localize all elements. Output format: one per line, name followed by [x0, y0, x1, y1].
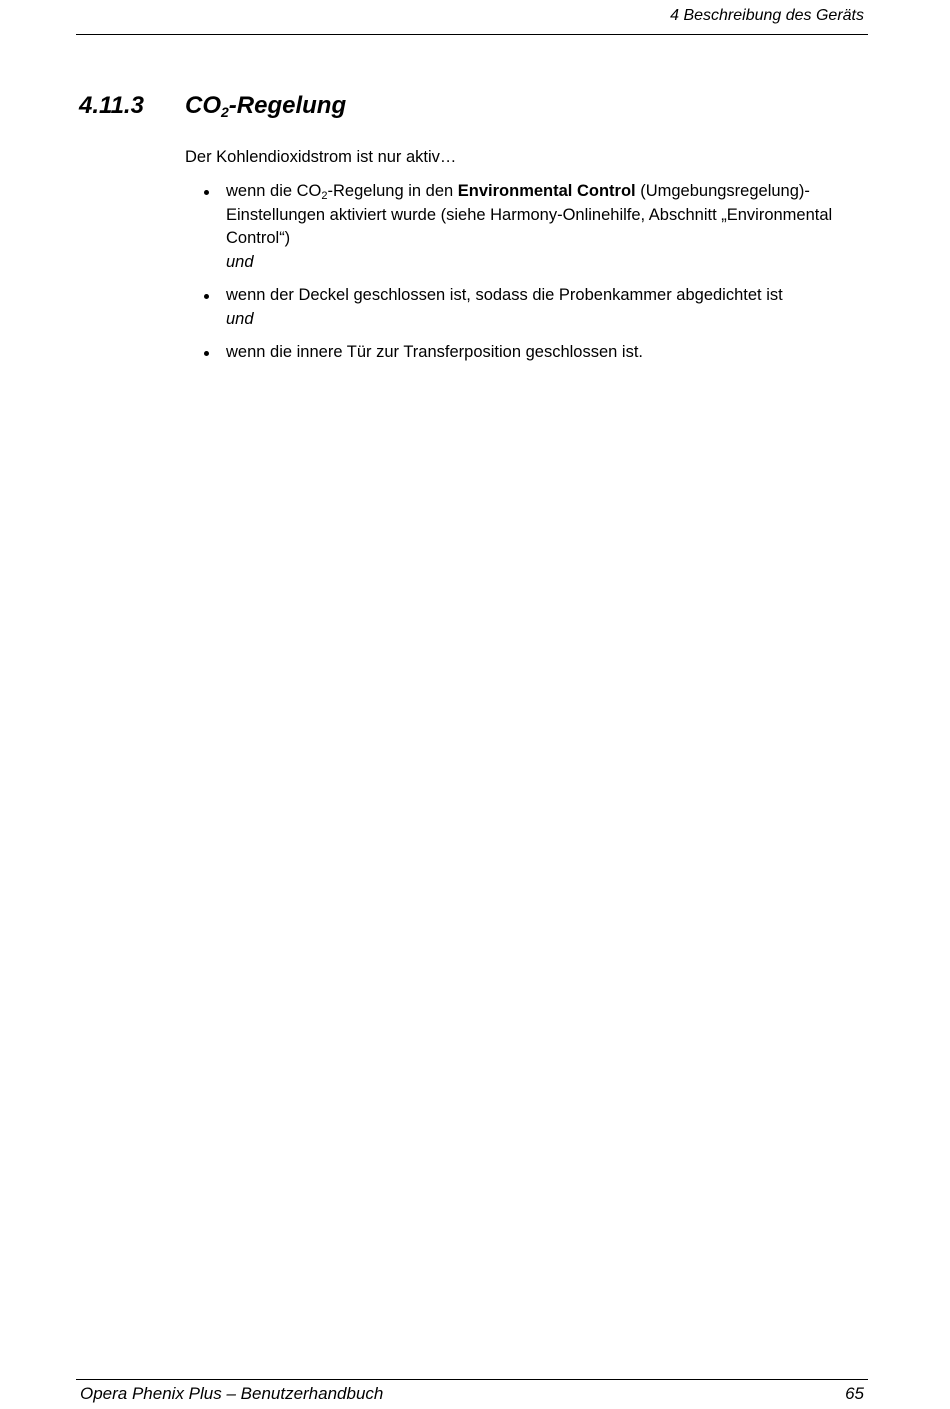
list-item	[185, 341, 865, 365]
list-item-text-prefix: wenn die CO	[226, 182, 322, 200]
list-item-text: wenn der Deckel geschlossen ist, sodass die Probenkammer abgedichtet ist	[226, 286, 783, 304]
section-number: 4.11.3	[79, 92, 144, 119]
list-item-text-rest: (Umgebungsregelung)-Einstellungen aktiviert wurde (siehe Harmony-Onlinehilfe, Abschnitt „Environmental Control“)	[226, 182, 833, 247]
section-heading	[79, 92, 346, 120]
page-header	[76, 0, 868, 35]
section-title-prefix: CO	[185, 92, 221, 119]
bullet-icon	[204, 190, 209, 195]
list-item-text-middle: -Regelung in den	[327, 182, 458, 200]
section-title-suffix: -Regelung	[228, 92, 347, 119]
section-title-subscript: 2	[221, 104, 229, 120]
list-item	[185, 284, 865, 331]
list-item-bold-term: Environmental Control	[457, 182, 636, 200]
intro-paragraph: Der Kohlendioxidstrom ist nur aktiv…	[185, 148, 457, 166]
bullet-icon	[204, 294, 209, 299]
list-item-subscript: 2	[321, 190, 328, 202]
condition-list	[185, 180, 865, 375]
section-title	[185, 92, 346, 119]
running-header-chapter: 4 Beschreibung des Geräts	[670, 7, 864, 24]
bullet-icon	[204, 351, 209, 356]
page-number: 65	[845, 1384, 864, 1403]
footer-document-title: Opera Phenix Plus – Benutzerhandbuch	[80, 1384, 384, 1403]
list-item	[185, 180, 865, 274]
page-footer	[76, 1379, 868, 1409]
list-item-text: wenn die innere Tür zur Transferposition geschlossen ist.	[226, 343, 643, 361]
list-item-conjunction: und	[226, 309, 254, 328]
list-item-conjunction: und	[226, 252, 254, 271]
